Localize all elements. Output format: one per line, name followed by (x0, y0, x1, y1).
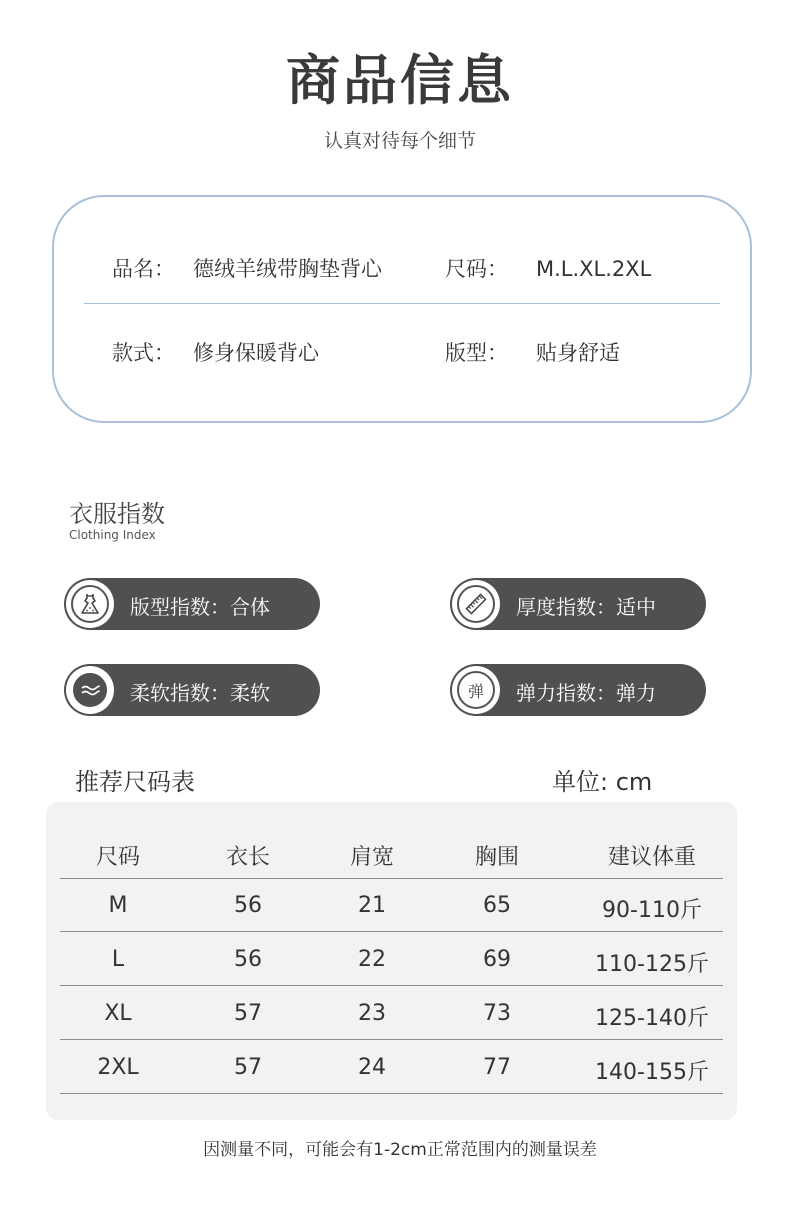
table-header-cell: 衣长 (225, 845, 270, 870)
table-cell: 23 (358, 1001, 386, 1026)
info-name-key: 品名： (112, 257, 175, 281)
thickness-index-pill (450, 578, 706, 630)
measurement-footnote: 因测量不同，可能会有1-2cm正常范围内的测量误差 (203, 1140, 597, 1160)
page-subtitle: 认真对待每个细节 (323, 130, 476, 152)
info-fit (445, 337, 620, 367)
table-header-row (60, 826, 723, 879)
table-cell: 57 (234, 1001, 262, 1026)
page-title: 商品信息 (286, 49, 514, 112)
info-name (112, 253, 382, 283)
info-fit-value: 贴身舒适 (536, 341, 620, 365)
table-cell: 22 (358, 947, 386, 972)
elastic-icon-char: 弹 (467, 681, 484, 701)
info-style-value: 修身保暖背心 (193, 341, 319, 365)
thickness-index-label: 厚度指数：适中 (516, 595, 656, 619)
table-cell: 56 (234, 947, 262, 972)
table-cell: 77 (483, 1055, 511, 1080)
table-header-cell: 建议体重 (607, 845, 696, 870)
table-cell: 140-155斤 (595, 1060, 709, 1085)
info-size-value: M.L.XL.2XL (536, 257, 652, 281)
info-fit-key: 版型： (445, 341, 508, 365)
fit-index-label: 版型指数：合体 (130, 595, 270, 619)
product-info-card (52, 195, 752, 423)
info-style-key: 款式： (112, 341, 175, 365)
table-row (60, 879, 723, 932)
table-row (60, 933, 723, 986)
table-cell: 90-110斤 (602, 898, 702, 923)
clothing-index-title: 衣服指数 (69, 500, 165, 528)
dress-icon (66, 580, 114, 628)
clothing-index-subtitle: Clothing Index (69, 528, 156, 542)
table-row (60, 987, 723, 1040)
table-cell: 65 (483, 893, 511, 918)
size-table (46, 802, 737, 1120)
size-chart-title: 推荐尺码表 (75, 768, 195, 796)
softness-index-label: 柔软指数：柔软 (130, 681, 270, 705)
table-header-cell: 尺码 (95, 845, 140, 870)
ruler-icon (452, 580, 500, 628)
fit-index-pill (64, 578, 320, 630)
table-cell: 57 (234, 1055, 262, 1080)
table-cell: 56 (234, 893, 262, 918)
info-name-value: 德绒羊绒带胸垫背心 (193, 257, 382, 281)
table-cell: XL (104, 1001, 132, 1026)
info-style (112, 337, 319, 367)
table-cell: 110-125斤 (595, 952, 709, 977)
table-cell: 73 (483, 1001, 511, 1026)
info-size (445, 253, 651, 283)
elastic-icon (452, 666, 500, 714)
table-cell: 125-140斤 (595, 1006, 709, 1031)
size-chart-unit: 单位: cm (552, 768, 653, 796)
table-cell: 24 (358, 1055, 386, 1080)
table-row (60, 1041, 723, 1094)
table-header-cell: 胸围 (474, 845, 519, 870)
table-cell: M (108, 893, 128, 918)
info-divider (84, 303, 720, 304)
wave-icon (66, 666, 114, 714)
table-cell: 2XL (97, 1055, 139, 1080)
elasticity-index-pill (450, 664, 706, 716)
info-size-key: 尺码： (445, 257, 508, 281)
table-cell: 69 (483, 947, 511, 972)
table-cell: 21 (358, 893, 386, 918)
elasticity-index-label: 弹力指数：弹力 (516, 681, 656, 705)
softness-index-pill (64, 664, 320, 716)
table-cell: L (111, 947, 125, 972)
table-header-cell: 肩宽 (349, 845, 394, 870)
